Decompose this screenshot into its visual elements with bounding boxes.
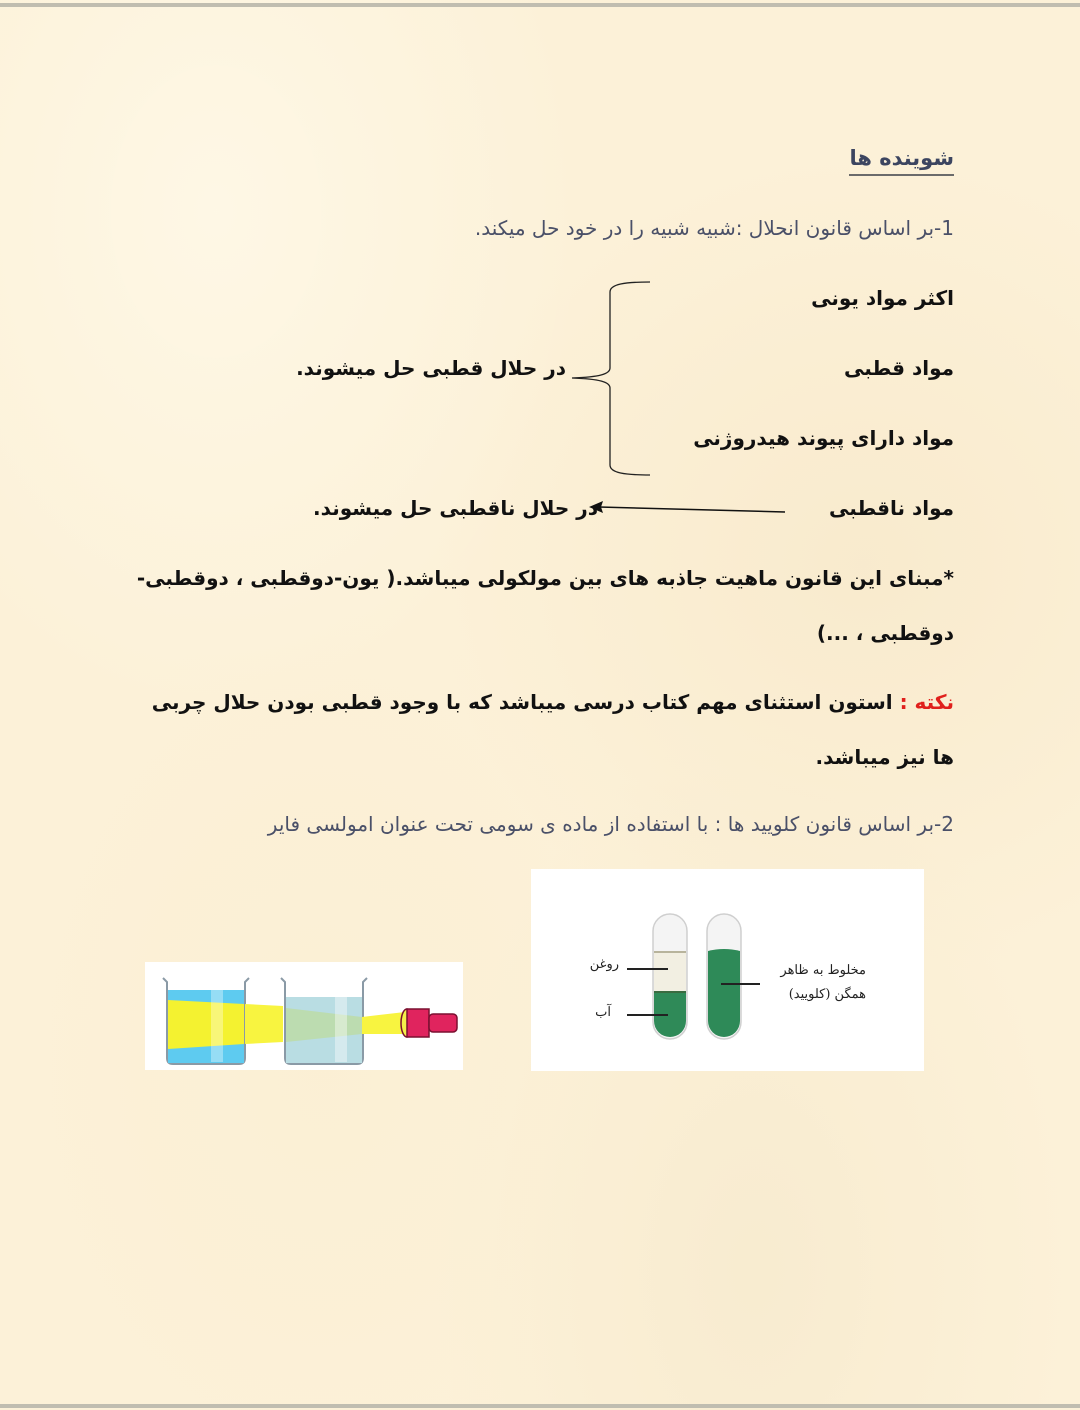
- colloid-law-text: 2-بر اساس قانون کلویید ها : با استفاده از ماده ی سومی تحت عنوان امولسی فایر: [267, 812, 954, 836]
- note-text: استون استثنای مهم کتاب درسی میباشد که با وجود قطبی بودن حلال چربی ها نیز میباشد.: [151, 690, 954, 769]
- polar-list-item: اکثر مواد یونی: [811, 286, 954, 310]
- beakers-flashlight-illustration: [145, 962, 463, 1070]
- page-top-border: [0, 3, 1080, 7]
- note-label: نکته :: [899, 690, 954, 714]
- nonpolar-label: مواد ناقطبی: [829, 496, 954, 520]
- curly-brace-icon: [560, 270, 660, 480]
- dissolution-law-text: 1-بر اساس قانون انحلال :شبیه شبیه را در خود حل میکند.: [474, 216, 954, 240]
- water-label: آب: [595, 1005, 611, 1020]
- colloid-label-line2: همگن (کلویید): [788, 987, 866, 1002]
- arrow-left-icon: [585, 495, 790, 519]
- nonpolar-solvent-result: در حلال ناقطبی حل میشوند.: [313, 496, 598, 520]
- colloid-label-line1: مخلوط به ظاهر: [780, 963, 866, 978]
- polar-solvent-result: در حلال قطبی حل میشوند.: [296, 356, 566, 380]
- test-tubes-figure: [531, 869, 924, 1071]
- note-paragraph: [134, 675, 954, 785]
- oil-label: روغن: [589, 957, 619, 972]
- polar-list-item: مواد دارای پیوند هیدروژنی: [693, 426, 954, 450]
- section-heading: شوینده ها: [849, 146, 954, 176]
- polar-list-item: مواد قطبی: [844, 356, 954, 380]
- tyndall-effect-figure: [145, 962, 463, 1070]
- page-bottom-border: [0, 1404, 1080, 1408]
- basis-paragraph: *مبنای این قانون ماهیت جاذبه های بین مولکولی میباشد.( یون-دوقطبی ، دوقطبی-دوقطبی ، ...): [136, 566, 954, 645]
